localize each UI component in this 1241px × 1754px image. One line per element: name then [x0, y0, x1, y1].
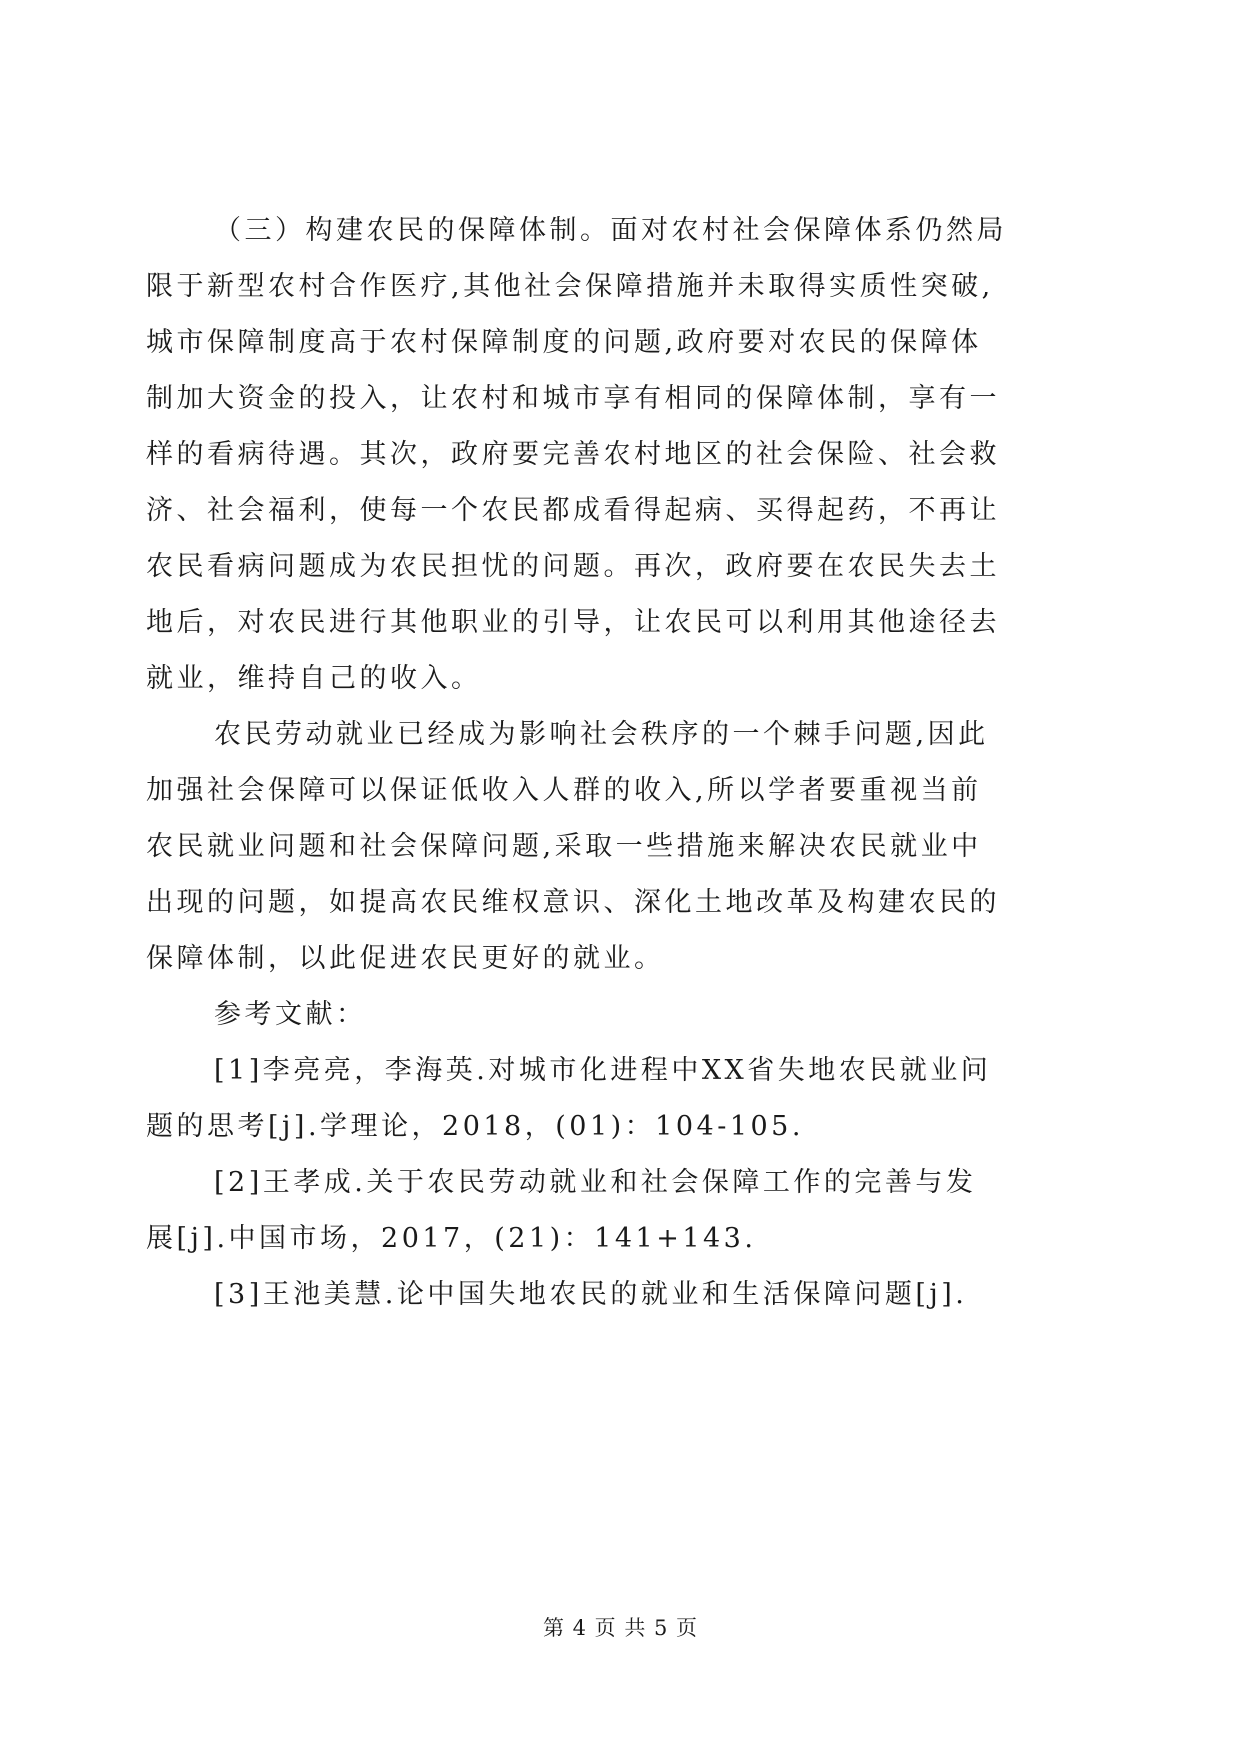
reference-line: [1]李亮亮，李海英.对城市化进程中XX省失地农民就业问	[214, 1055, 992, 1086]
paragraph-line: 地后，对农民进行其他职业的引导，让农民可以利用其他途径去	[146, 607, 1000, 638]
references-heading: 参考文献：	[214, 999, 367, 1030]
paragraph-line: 样的看病待遇。其次，政府要完善农村地区的社会保险、社会救	[146, 439, 1000, 470]
paragraph-line: 加强社会保障可以保证低收入人群的收入,所以学者要重视当前	[146, 775, 982, 806]
paragraph-line: 制加大资金的投入，让农村和城市享有相同的保障体制，享有一	[146, 383, 1000, 414]
reference-line: [3]王池美慧.论中国失地农民的就业和生活保障问题[j].	[214, 1279, 968, 1310]
paragraph-line: 限于新型农村合作医疗,其他社会保障措施并未取得实质性突破,	[146, 271, 994, 302]
paragraph-line: 就业，维持自己的收入。	[146, 663, 482, 694]
reference-line: 展[j].中国市场，2017，(21)：141+143.	[146, 1223, 757, 1254]
paragraph-line: （三）构建农民的保障体制。面对农村社会保障体系仍然局	[214, 215, 1007, 246]
paragraph-line: 出现的问题，如提高农民维权意识、深化土地改革及构建农民的	[146, 887, 1000, 918]
paragraph-line: 城市保障制度高于农村保障制度的问题,政府要对农民的保障体	[146, 327, 982, 358]
paragraph-line: 济、社会福利，使每一个农民都成看得起病、买得起药，不再让	[146, 495, 1000, 526]
reference-line: 题的思考[j].学理论，2018，(01)：104-105.	[146, 1111, 804, 1142]
paragraph-line: 农民就业问题和社会保障问题,采取一些措施来解决农民就业中	[146, 831, 982, 862]
paragraph-line: 农民看病问题成为农民担忧的问题。再次，政府要在农民失去土	[146, 551, 1000, 582]
page-number: 第 4 页 共 5 页	[542, 1616, 699, 1640]
reference-line: [2]王孝成.关于农民劳动就业和社会保障工作的完善与发	[214, 1167, 977, 1198]
paragraph-line: 农民劳动就业已经成为影响社会秩序的一个棘手问题,因此	[214, 719, 989, 750]
paragraph-line: 保障体制，以此促进农民更好的就业。	[146, 943, 665, 974]
